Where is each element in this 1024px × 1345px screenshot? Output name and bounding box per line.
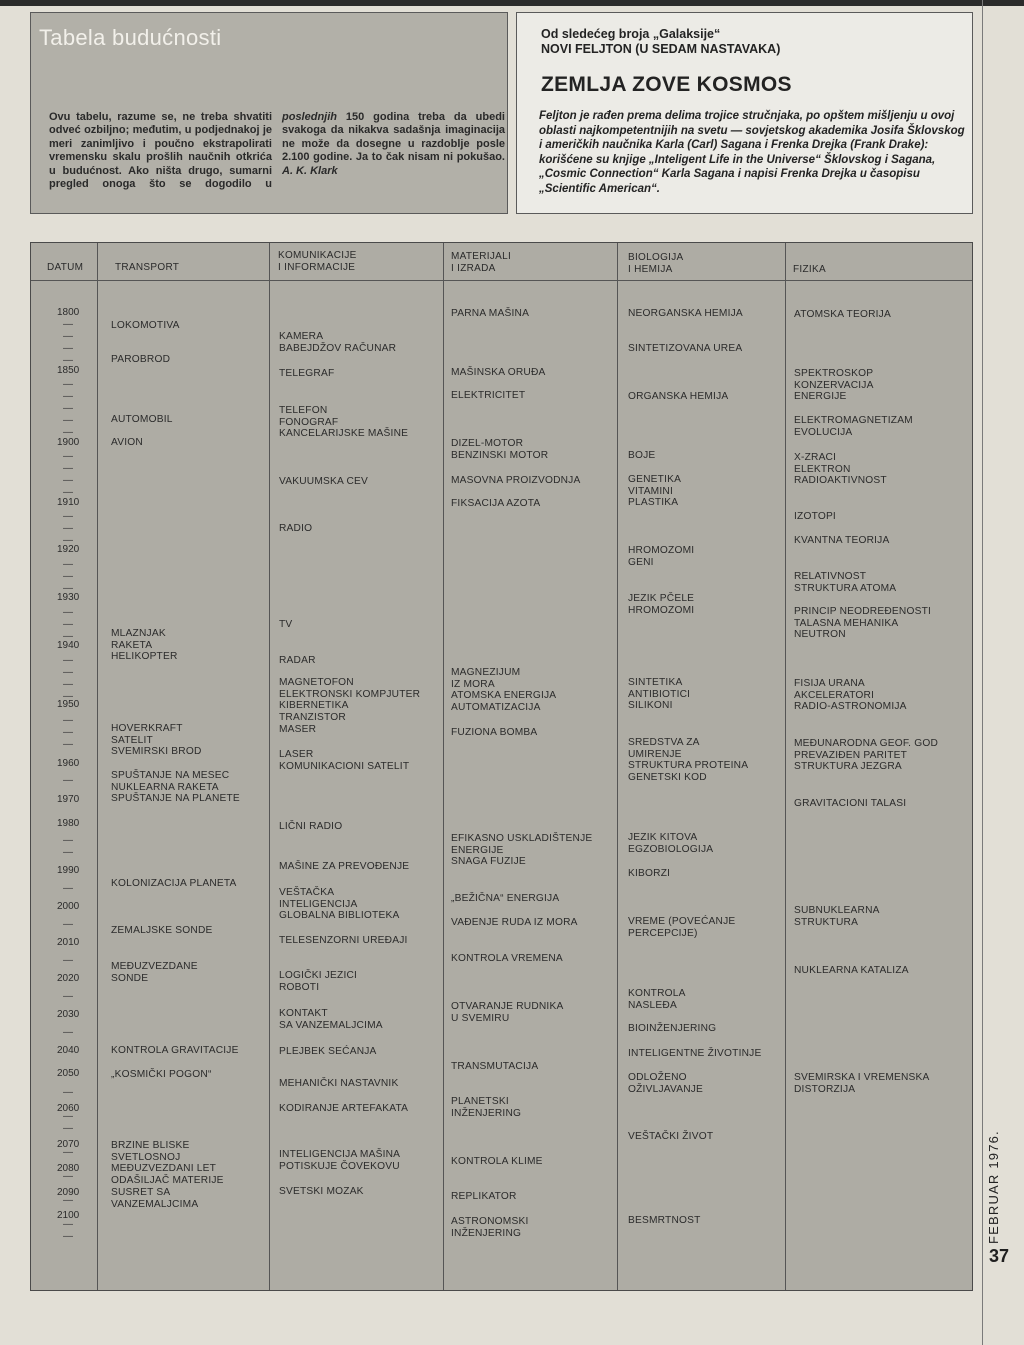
- dash-filler: —: [63, 331, 73, 342]
- year-label: 2100: [57, 1210, 80, 1221]
- dash-filler: —: [63, 535, 73, 546]
- fizika-cell: MEĐUNARODNA GEOF. GOD PREVAZIĐEN PARITET STRUKTURA JEZGRA: [794, 738, 939, 773]
- materijali-cell: KONTROLA KLIME: [451, 1156, 543, 1167]
- dash-filler: —: [63, 883, 73, 894]
- fizika-cell: KVANTNA TEORIJA: [794, 535, 890, 546]
- komunikacije-cell: VAKUUMSKA CEV: [279, 476, 369, 487]
- issue-date: FEBRUAR 1976.: [986, 1130, 1001, 1244]
- dash-filler: —: [63, 991, 73, 1002]
- fizika-cell: FISIJA URANA AKCELERATORI RADIO-ASTRONOMIJA: [794, 678, 907, 713]
- kicker-line-2: NOVI FELJTON (U SEDAM NASTAVAKA): [541, 42, 781, 56]
- dash-filler: —: [63, 415, 73, 426]
- year-label: 1900: [57, 437, 80, 448]
- year-label: 2030: [57, 1009, 80, 1020]
- year-label: 1970: [57, 794, 80, 805]
- header-materijali: MATERIJALI I IZRADA: [451, 251, 512, 274]
- komunikacije-cell: MAGNETOFON ELEKTRONSKI KOMPJUTER KIBERNETIKA TRANZISTOR MASER: [279, 677, 421, 735]
- fizika-cell: SUBNUKLEARNA STRUKTURA: [794, 905, 880, 928]
- transport-cell: AUTOMOBIL: [111, 414, 173, 425]
- komunikacije-cell: MEHANIČKI NASTAVNIK: [279, 1078, 399, 1089]
- dash-filler: —: [63, 1027, 73, 1038]
- dash-filler: —: [63, 1147, 73, 1158]
- column-divider: [785, 243, 786, 1290]
- fizika-cell: PRINCIP NEODREĐENOSTI TALASNA MEHANIKA NEUTRON: [794, 606, 932, 641]
- dash-filler: —: [63, 1171, 73, 1182]
- announcement-kicker: [541, 27, 780, 57]
- year-label: 2000: [57, 901, 80, 912]
- dash-filler: —: [63, 583, 73, 594]
- komunikacije-cell: TELEGRAF: [279, 368, 335, 379]
- announcement-body: Feljton je rađen prema delima trojice stručnjaka, po opštem mišljenju u ovoj oblasti najkompetentnijih na svetu — sovjetskog akademika Josifa Šklovskog i američkih naučnika Karla (Carl) Sagana i Frenka Drejka (Frank Drake): korišćene su knjige „Inteligent Life in the Universe“ Šklovskog i Sagana, „Cosmic Connection“ Karla Sagana i napisi Frenka Drejka u časopisu „Scientific American“.: [539, 110, 965, 195]
- dash-filler: —: [63, 1111, 73, 1122]
- year-label: 1930: [57, 592, 80, 603]
- column-divider: [443, 243, 444, 1290]
- komunikacije-cell: LOGIČKI JEZICI ROBOTI: [279, 970, 358, 993]
- dash-filler: —: [63, 1195, 73, 1206]
- dash-filler: —: [63, 607, 73, 618]
- dash-filler: —: [63, 727, 73, 738]
- transport-cell: KOLONIZACIJA PLANETA: [111, 878, 237, 889]
- dash-filler: —: [63, 655, 73, 666]
- year-label: 1950: [57, 699, 80, 710]
- komunikacije-cell: RADIO: [279, 523, 313, 534]
- fizika-cell: ATOMSKA TEORIJA: [794, 309, 891, 320]
- dash-filler: —: [63, 427, 73, 438]
- year-label: 1910: [57, 497, 80, 508]
- column-divider: [269, 243, 270, 1290]
- biologija-cell: KIBORZI: [628, 868, 671, 879]
- biologija-cell: JEZIK PČELE HROMOZOMI: [628, 593, 695, 616]
- materijali-cell: ELEKTRICITET: [451, 390, 526, 401]
- transport-cell: HOVERKRAFT SATELIT SVEMIRSKI BROD: [111, 723, 202, 758]
- biologija-cell: INTELIGENTNE ŽIVOTINJE: [628, 1048, 762, 1059]
- year-label: 2050: [57, 1068, 80, 1079]
- year-label: 2080: [57, 1163, 80, 1174]
- biologija-cell: KONTROLA NASLEĐA: [628, 988, 686, 1011]
- materijali-cell: EFIKASNO USKLADIŠTENJE ENERGIJE SNAGA FUZIJE: [451, 833, 593, 868]
- biologija-cell: SREDSTVA ZA UMIRENJE STRUKTURA PROTEINA GENETSKI KOD: [628, 737, 749, 784]
- materijali-cell: MAGNEZIJUM IZ MORA ATOMSKA ENERGIJA AUTOMATIZACIJA: [451, 667, 557, 714]
- biologija-cell: VEŠTAČKI ŽIVOT: [628, 1131, 714, 1142]
- transport-cell: SPUŠTANJE NA MESEC NUKLEARNA RAKETA SPUŠTANJE NA PLANETE: [111, 770, 240, 805]
- materijali-cell: VAĐENJE RUDA IZ MORA: [451, 917, 578, 928]
- year-label: 1920: [57, 544, 80, 555]
- dash-filler: —: [63, 919, 73, 930]
- biologija-cell: GENETIKA VITAMINI PLASTIKA: [628, 474, 682, 509]
- dash-filler: —: [63, 1231, 73, 1242]
- year-label: 2070: [57, 1139, 80, 1150]
- dash-filler: —: [63, 523, 73, 534]
- materijali-cell: PARNA MAŠINA: [451, 308, 530, 319]
- dash-filler: —: [63, 955, 73, 966]
- dash-filler: —: [63, 319, 73, 330]
- komunikacije-cell: RADAR: [279, 655, 316, 666]
- dash-filler: —: [63, 631, 73, 642]
- dash-filler: —: [63, 775, 73, 786]
- komunikacije-cell: MAŠINE ZA PREVOĐENJE: [279, 861, 410, 872]
- fizika-cell: RELATIVNOST STRUKTURA ATOMA: [794, 571, 897, 594]
- kicker-line-1: Od sledećeg broja „Galaksije“: [541, 27, 721, 41]
- year-label: 2060: [57, 1103, 80, 1114]
- transport-cell: „KOSMIČKI POGON“: [111, 1069, 212, 1080]
- komunikacije-cell: KONTAKT SA VANZEMALJCIMA: [279, 1008, 383, 1031]
- year-label: 1960: [57, 758, 80, 769]
- materijali-cell: KONTROLA VREMENA: [451, 953, 563, 964]
- komunikacije-cell: KAMERA BABEJDŽOV RAČUNAR: [279, 331, 397, 354]
- komunikacije-cell: LASER KOMUNIKACIONI SATELIT: [279, 749, 410, 772]
- fizika-cell: SVEMIRSKA I VREMENSKA DISTORZIJA: [794, 1072, 930, 1095]
- year-label: 2040: [57, 1045, 80, 1056]
- materijali-cell: „BEŽIČNA“ ENERGIJA: [451, 893, 560, 904]
- transport-cell: AVION: [111, 437, 143, 448]
- biologija-cell: HROMOZOMI GENI: [628, 545, 695, 568]
- fizika-cell: NUKLEARNA KATALIZA: [794, 965, 909, 976]
- intro-text: [49, 111, 505, 191]
- intro-author: A. K. Klark: [282, 164, 338, 177]
- page-number: 37: [989, 1246, 1010, 1266]
- announcement-box: [516, 12, 973, 214]
- intro-text-a: Ovu tabelu, razume se, ne treba shvatiti odveć ozbiljno; međutim, u podjednakoj je meri zanimljivo i poučno ekstrapolirati vremensku skalu prošlih naučnih otkrića u budućnost. Ako ništa drugo, sumarni pregled onoga što se dogodilo u: [49, 111, 272, 191]
- biologija-cell: BOJE: [628, 450, 656, 461]
- header-komunikacije: KOMUNIKACIJE I INFORMACIJE: [278, 250, 357, 273]
- komunikacije-cell: KODIRANJE ARTEFAKATA: [279, 1103, 409, 1114]
- materijali-cell: FIKSACIJA AZOTA: [451, 498, 541, 509]
- dash-filler: —: [63, 667, 73, 678]
- biologija-cell: ODLOŽENO OŽIVLJAVANJE: [628, 1072, 704, 1095]
- biologija-cell: SINTETIKA ANTIBIOTICI SILIKONI: [628, 677, 691, 712]
- dash-filler: —: [63, 691, 73, 702]
- dash-filler: —: [63, 487, 73, 498]
- dash-filler: —: [63, 739, 73, 750]
- dash-filler: —: [63, 1087, 73, 1098]
- dash-filler: —: [63, 451, 73, 462]
- komunikacije-cell: VEŠTAČKA INTELIGENCIJA GLOBALNA BIBLIOTEKA: [279, 887, 400, 922]
- komunikacije-cell: TELESENZORNI UREĐAJI: [279, 935, 408, 946]
- fizika-cell: SPEKTROSKOP KONZERVACIJA ENERGIJE: [794, 368, 874, 403]
- year-label: 2090: [57, 1187, 80, 1198]
- announcement-headline: ZEMLJA ZOVE KOSMOS: [541, 73, 792, 96]
- transport-cell: ZEMALJSKE SONDE: [111, 925, 213, 936]
- transport-cell: MLAZNJAK RAKETA HELIKOPTER: [111, 628, 178, 663]
- dash-filler: —: [63, 679, 73, 690]
- materijali-cell: TRANSMUTACIJA: [451, 1061, 539, 1072]
- komunikacije-cell: PLEJBEK SEĆANJA: [279, 1046, 377, 1057]
- fizika-cell: ELEKTROMAGNETIZAM EVOLUCIJA: [794, 415, 913, 438]
- biologija-cell: ORGANSKA HEMIJA: [628, 391, 729, 402]
- materijali-cell: PLANETSKI INŽENJERING: [451, 1096, 522, 1119]
- header-biologija: BIOLOGIJA I HEMIJA: [628, 252, 684, 275]
- year-label: 1850: [57, 365, 80, 376]
- header-transport: TRANSPORT: [115, 262, 180, 273]
- dash-filler: —: [63, 1123, 73, 1134]
- biologija-cell: BESMRTNOST: [628, 1215, 701, 1226]
- biologija-cell: JEZIK KITOVA EGZOBIOLOGIJA: [628, 832, 714, 855]
- fizika-cell: GRAVITACIONI TALASI: [794, 798, 907, 809]
- transport-cell: LOKOMOTIVA: [111, 320, 180, 331]
- dash-filler: —: [63, 511, 73, 522]
- year-label: 1800: [57, 307, 80, 318]
- materijali-cell: REPLIKATOR: [451, 1191, 517, 1202]
- top-edge: [0, 0, 1024, 6]
- header-datum: DATUM: [47, 262, 84, 273]
- year-label: 2010: [57, 937, 80, 948]
- margin-rule: [982, 0, 983, 1345]
- dash-filler: —: [63, 1219, 73, 1230]
- fizika-cell: X-ZRACI ELEKTRON RADIOAKTIVNOST: [794, 452, 887, 487]
- dash-filler: —: [63, 403, 73, 414]
- materijali-cell: OTVARANJE RUDNIKA U SVEMIRU: [451, 1001, 564, 1024]
- header-fizika: FIZIKA: [793, 264, 826, 275]
- column-divider: [97, 243, 98, 1290]
- materijali-cell: MASOVNA PROIZVODNJA: [451, 475, 581, 486]
- dash-filler: —: [63, 463, 73, 474]
- dash-filler: —: [63, 475, 73, 486]
- biologija-cell: NEORGANSKA HEMIJA: [628, 308, 743, 319]
- transport-cell: BRZINE BLISKE SVETLOSNOJ MEĐUZVEZDANI LET ODAŠILJAČ MATERIJE SUSRET SA VANZEMALJCIMA: [111, 1140, 224, 1210]
- transport-cell: PAROBROD: [111, 354, 171, 365]
- intro-text-italic: poslednjih: [282, 111, 337, 123]
- materijali-cell: FUZIONA BOMBA: [451, 727, 538, 738]
- future-table: [30, 242, 973, 1291]
- fizika-cell: IZOTOPI: [794, 511, 836, 522]
- dash-filler: —: [63, 835, 73, 846]
- biologija-cell: SINTETIZOVANA UREA: [628, 343, 743, 354]
- dash-filler: —: [63, 559, 73, 570]
- intro-box: [30, 12, 508, 214]
- materijali-cell: DIZEL-MOTOR BENZINSKI MOTOR: [451, 438, 549, 461]
- transport-cell: KONTROLA GRAVITACIJE: [111, 1045, 239, 1056]
- materijali-cell: MAŠINSKA ORUĐA: [451, 367, 546, 378]
- year-label: 1990: [57, 865, 80, 876]
- dash-filler: —: [63, 391, 73, 402]
- komunikacije-cell: INTELIGENCIJA MAŠINA POTISKUJE ČOVEKOVU: [279, 1149, 401, 1172]
- dash-filler: —: [63, 847, 73, 858]
- komunikacije-cell: TV: [279, 619, 293, 630]
- dash-filler: —: [63, 355, 73, 366]
- komunikacije-cell: SVETSKI MOZAK: [279, 1186, 364, 1197]
- header-rule: [31, 280, 972, 281]
- year-label: 1940: [57, 640, 80, 651]
- dash-filler: —: [63, 571, 73, 582]
- dash-filler: —: [63, 715, 73, 726]
- year-label: 2020: [57, 973, 80, 984]
- biologija-cell: BIOINŽENJERING: [628, 1023, 717, 1034]
- year-label: 1980: [57, 818, 80, 829]
- transport-cell: MEĐUZVEZDANE SONDE: [111, 961, 198, 984]
- materijali-cell: ASTRONOMSKI INŽENJERING: [451, 1216, 529, 1239]
- komunikacije-cell: TELEFON FONOGRAF KANCELARIJSKE MAŠINE: [279, 405, 409, 440]
- column-divider: [617, 243, 618, 1290]
- intro-text-b: 150 godina treba da ubedi svakoga da nikakva sadašnja imaginacija ne može da dosegne u razdoblje posle 2.100 godine. Ja to čak nisam ni pokušao.: [282, 111, 505, 164]
- dash-filler: —: [63, 343, 73, 354]
- intro-title: Tabela budućnosti: [39, 25, 222, 50]
- biologija-cell: VREME (POVEĆANJE PERCEPCIJE): [628, 916, 736, 939]
- dash-filler: —: [63, 619, 73, 630]
- komunikacije-cell: LIČNI RADIO: [279, 821, 343, 832]
- dash-filler: —: [63, 379, 73, 390]
